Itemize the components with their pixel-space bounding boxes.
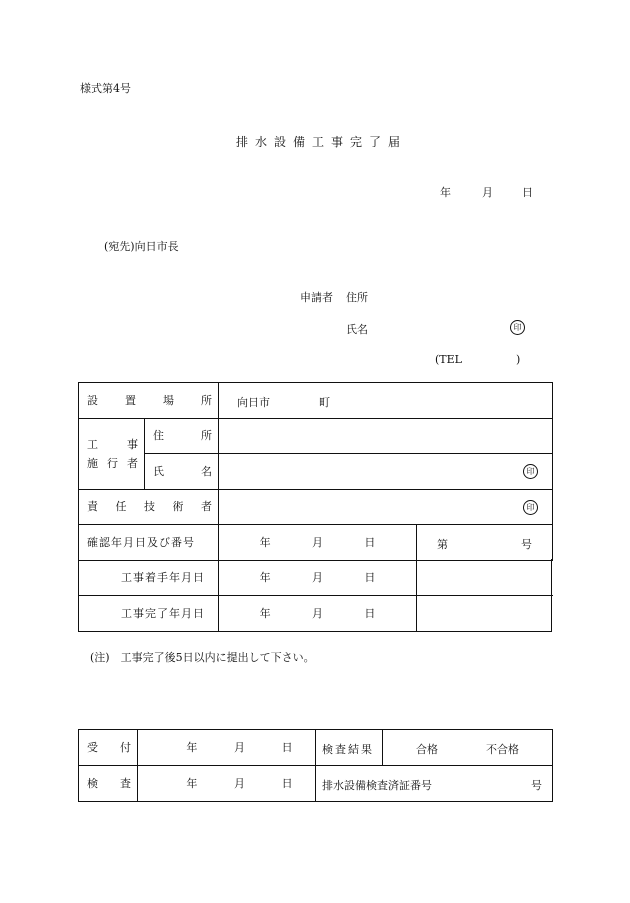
contractor-address-label: 住 所 xyxy=(153,429,212,443)
confirm-label: 確認年月日及び番号 xyxy=(87,535,195,549)
start-year: 年 xyxy=(259,571,271,585)
applicant-address-label: 住所 xyxy=(346,291,368,304)
result-cell[interactable] xyxy=(316,730,553,766)
confirm-number-prefix: 第 xyxy=(437,538,448,551)
contractor-address-field[interactable] xyxy=(219,419,553,454)
applicant-name-label: 氏名 xyxy=(346,323,368,336)
complete-month: 月 xyxy=(311,606,323,620)
page-title: 排水設備工事完了届 xyxy=(236,135,408,149)
complete-date-field[interactable] xyxy=(219,596,417,632)
office-table xyxy=(78,729,553,802)
addressee: (宛先)向日市長 xyxy=(104,240,179,253)
complete-year: 年 xyxy=(259,606,271,620)
start-date-field[interactable] xyxy=(219,561,417,596)
engineer-seal-icon: 印 xyxy=(523,500,538,515)
cert-label: 排水設備検査済証番号 xyxy=(322,779,432,792)
contractor-name-label: 氏 名 xyxy=(153,464,212,478)
applicant-label: 申請者 xyxy=(300,291,333,304)
applicant-tel-close: ) xyxy=(516,353,521,366)
location-value-cell[interactable] xyxy=(219,383,553,419)
empty-cell xyxy=(417,596,553,632)
result-pass[interactable]: 合格 xyxy=(416,743,438,756)
receipt-date-field[interactable]: 年 月 日 xyxy=(138,730,316,766)
result-divider xyxy=(382,730,383,765)
applicant-seal-icon: 印 xyxy=(510,320,525,335)
location-city: 向日市 xyxy=(237,396,270,409)
confirm-number-suffix: 号 xyxy=(521,538,532,551)
confirm-number-field[interactable] xyxy=(417,525,553,561)
confirm-year: 年 xyxy=(259,535,271,549)
start-month: 月 xyxy=(311,571,323,585)
location-town: 町 xyxy=(319,396,330,409)
complete-day: 日 xyxy=(364,606,376,620)
date-month: 月 xyxy=(482,186,493,199)
result-label: 検査結果 xyxy=(322,743,374,756)
date-year: 年 xyxy=(440,186,451,199)
start-day: 日 xyxy=(364,571,376,585)
engineer-field[interactable] xyxy=(219,490,553,525)
date-day: 日 xyxy=(522,186,533,199)
contractor-name-field[interactable] xyxy=(219,454,553,490)
contractor-address-label-cell xyxy=(145,419,219,454)
contractor-name-label-cell xyxy=(145,454,219,490)
form-number: 様式第4号 xyxy=(80,82,131,95)
complete-label: 工事完了年月日 xyxy=(121,606,205,620)
engineer-label: 責 任 技 術 者 xyxy=(87,500,212,514)
note: (注) 工事完了後5日以内に提出して下さい。 xyxy=(90,651,315,664)
location-label: 設 置 場 所 xyxy=(87,393,212,407)
inspection-label: 検 査 xyxy=(87,776,131,790)
complete-label-cell xyxy=(79,596,219,632)
receipt-label: 受 付 xyxy=(87,740,131,754)
contractor-label: 工 事 施 行 者 xyxy=(87,437,138,470)
inspection-date-field[interactable]: 年 月 日 xyxy=(138,766,316,802)
confirm-day: 日 xyxy=(364,535,376,549)
contractor-seal-icon: 印 xyxy=(523,464,538,479)
cert-cell[interactable] xyxy=(316,766,553,802)
receipt-label-cell xyxy=(79,730,138,766)
confirm-label-cell xyxy=(79,525,219,561)
empty-cell xyxy=(417,561,553,596)
applicant-tel-open: (TEL xyxy=(435,353,462,366)
table-right-border xyxy=(551,559,552,632)
main-form-table xyxy=(78,382,553,632)
start-label: 工事着手年月日 xyxy=(121,571,205,585)
inspection-label-cell xyxy=(79,766,138,802)
confirm-date-field[interactable] xyxy=(219,525,417,561)
result-fail[interactable]: 不合格 xyxy=(486,743,519,756)
location-label-cell xyxy=(79,383,219,419)
engineer-label-cell xyxy=(79,490,219,525)
contractor-label-cell xyxy=(79,419,145,490)
cert-suffix: 号 xyxy=(531,779,542,792)
table-bottom-border xyxy=(416,631,552,632)
confirm-month: 月 xyxy=(311,535,323,549)
date-line xyxy=(440,184,533,200)
start-label-cell xyxy=(79,561,219,596)
